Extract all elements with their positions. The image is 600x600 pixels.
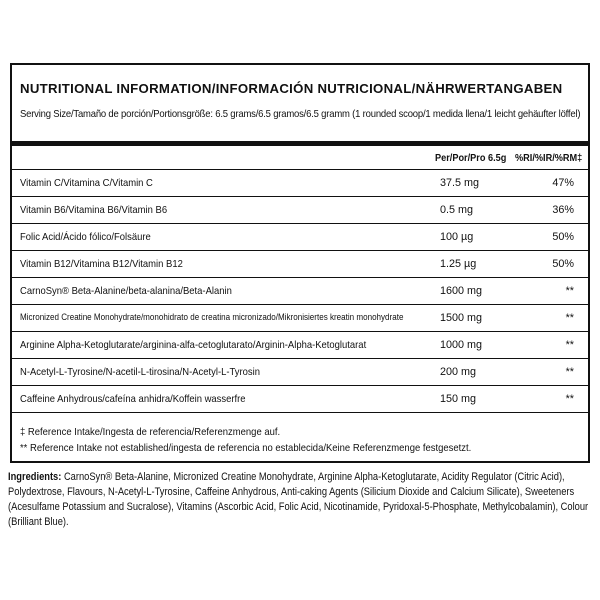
nutrient-amount: 1500 mg [440, 312, 483, 324]
nutrient-name: Arginine Alpha-Ketoglutarate/arginina-alfa-cetoglutarato/Arginin-Alpha-Ketoglutarat [20, 339, 367, 351]
nutrient-name: Folic Acid/Ácido fólico/Folsäure [20, 231, 151, 243]
table-row [12, 359, 588, 386]
nutrient-name: Micronized Creatine Monohydrate/monohidrato de creatina micronizado/Mikronisiertes kreatin monohydrate [20, 312, 404, 323]
column-header-per-serving: Per/Por/Pro 6.5g [435, 153, 507, 164]
nutrient-name: Vitamin B12/Vitamina B12/Vitamin B12 [20, 258, 183, 270]
nutrient-amount: 200 mg [440, 366, 477, 378]
nutrient-amount: 1600 mg [440, 285, 483, 297]
nutrient-reference-intake: ** [565, 393, 574, 405]
nutrient-name: Caffeine Anhydrous/cafeína anhidra/Koffein wasserfre [20, 393, 246, 405]
nutrient-reference-intake: ** [565, 285, 574, 297]
nutrition-panel [10, 63, 590, 463]
table-row [12, 386, 588, 413]
nutrient-reference-intake: 47% [552, 177, 574, 189]
nutrient-reference-intake: 36% [552, 204, 574, 216]
nutrient-amount: 0.5 mg [440, 204, 474, 216]
table-row [12, 332, 588, 359]
nutrient-name: Vitamin C/Vitamina C/Vitamin C [20, 177, 153, 189]
nutrient-reference-intake: ** [565, 312, 574, 324]
nutrient-name: N-Acetyl-L-Tyrosine/N-acetil-L-tirosina/N-Acetyl-L-Tyrosin [20, 366, 260, 378]
column-header-reference-intake: %RI/%IR/%RM‡ [515, 153, 583, 164]
footnote-reference-intake: ‡ Reference Intake/Ingesta de referencia/Referenzmenge auf. [20, 427, 281, 438]
nutrient-amount: 150 mg [440, 393, 477, 405]
serving-size: Serving Size/Tamaño de porción/Portionsgröße: 6.5 grams/6.5 gramos/6.5 gramm (1 rounded scoop/1 medida llena/1 leicht gehäufter löffel) [20, 109, 581, 120]
nutrient-reference-intake: 50% [552, 258, 574, 270]
nutrient-reference-intake: 50% [552, 231, 574, 243]
nutrient-amount: 1.25 µg [440, 258, 477, 270]
table-row [12, 305, 588, 332]
table-row [12, 251, 588, 278]
ingredients-text: CarnoSyn® Beta-Alanine, Micronized Creatine Monohydrate, Arginine Alpha-Ketoglutarate, Acidity Regulator (Citric Acid), Polydextrose, Flavours, N-Acetyl-L-Tyrosine, Caffeine Anhydrous, Anti-caking Agents (Silicium Dioxide and Calcium Silicate), Sweeteners (Acesulfame Potassium and Sucralose), Vitamins (Ascorbic Acid, Folic Acid, Nicotinamide, Pyridoxal-5-Phosphate, Methylcobalamin), Colour (Brilliant Blue). [8, 471, 589, 528]
nutrient-amount: 1000 mg [440, 339, 483, 351]
ingredients-label: Ingredients: [8, 471, 62, 483]
nutrient-amount: 100 µg [440, 231, 474, 243]
nutrient-reference-intake: ** [565, 366, 574, 378]
nutrient-name: CarnoSyn® Beta-Alanine/beta-alanina/Beta-Alanin [20, 285, 232, 297]
table-row [12, 278, 588, 305]
table-row [12, 197, 588, 224]
ingredients-list [8, 470, 589, 530]
table-row [12, 224, 588, 251]
footnote-not-established: ** Reference Intake not established/ingesta de referencia no establecida/Keine Referenzmenge festgesetzt. [20, 443, 472, 454]
nutrient-reference-intake: ** [565, 339, 574, 351]
nutrient-amount: 37.5 mg [440, 177, 480, 189]
divider-thick [12, 141, 588, 146]
table-row [12, 170, 588, 197]
nutrient-name: Vitamin B6/Vitamina B6/Vitamin B6 [20, 204, 168, 216]
panel-title: NUTRITIONAL INFORMATION/INFORMACIÓN NUTRICIONAL/NÄHRWERTANGABEN [20, 81, 563, 96]
